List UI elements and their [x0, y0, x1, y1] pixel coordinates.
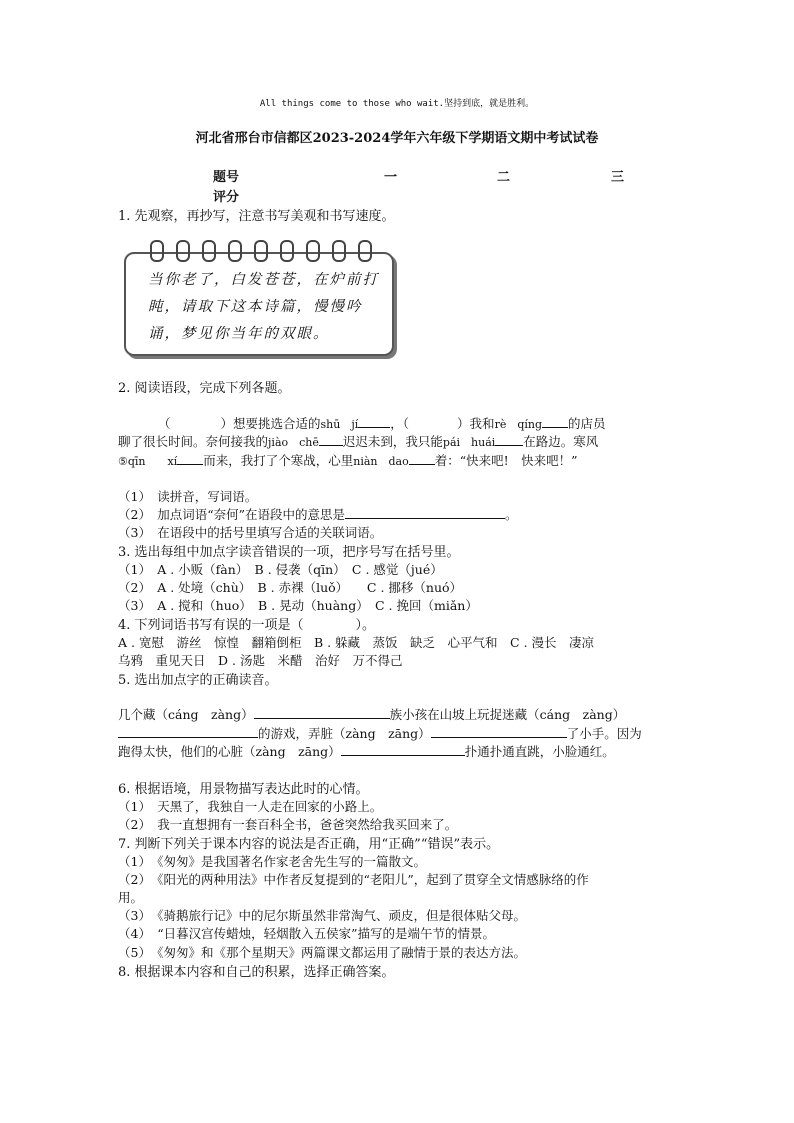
passage-line-2	[118, 432, 598, 450]
question-3-row: （1） A . 小贩（fàn） B . 侵袭（qīn） C . 感觉（jué）	[118, 562, 443, 577]
score-table-score-label: 评分	[213, 190, 240, 205]
question-2-sub-3: （3） 在语段中的括号里填写合适的关联词语。	[118, 525, 383, 540]
ring-icon	[280, 240, 294, 262]
text: 在路边。寒风	[523, 434, 599, 449]
passage-line-1	[158, 414, 606, 432]
text: （2） 加点词语“奈何”在语段中的意思是	[118, 507, 345, 522]
question-5-line-2	[118, 724, 642, 742]
pinyin: shū jí	[320, 418, 359, 431]
fill-blank[interactable]	[177, 452, 203, 465]
card-line: 盹，请取下这本诗篇，慢慢吟	[148, 299, 363, 315]
answer-blank[interactable]	[431, 725, 567, 738]
answer-blank[interactable]	[254, 706, 390, 719]
question-5-prompt: 5. 选出加点字的正确读音。	[118, 673, 278, 688]
question-6-prompt: 6. 根据语境，用景物描写表达此时的心情。	[118, 782, 369, 797]
score-table-col-2: 二	[497, 170, 511, 185]
text: （	[158, 416, 171, 431]
text: 。	[505, 507, 518, 522]
card-line: 诵，梦见你当年的双眼。	[148, 326, 330, 342]
ring-icon	[228, 240, 242, 262]
question-4-options-line-2: 乌鸦 重见天日 D . 汤匙 米醋 治好 万不得己	[118, 653, 403, 668]
text: 扑通扑通直跳，小脸通红。	[464, 744, 615, 759]
fill-blank[interactable]	[409, 452, 435, 465]
question-1-prompt: 1. 先观察，再抄写，注意书写美观和书写速度。	[118, 209, 395, 224]
header-motto: All things come to those who wait.坚持到底，就是胜利。	[259, 99, 535, 109]
question-3-prompt: 3. 选出每组中加点字读音错误的一项，把序号写在括号里。	[118, 545, 460, 560]
text: 聊了很长时间。奈何接我的	[118, 434, 269, 449]
pinyin: pái huái	[442, 436, 496, 449]
question-2-sub-2	[118, 505, 518, 523]
question-3-row: （2） A . 处境（chù） B . 赤裸（luǒ） C . 挪移（nuó）	[118, 580, 463, 595]
card-line: 当你老了，白发苍苍，在炉前打	[148, 272, 379, 288]
pinyin: jiào chē	[268, 436, 319, 449]
question-6-sub-1: （1） 天黑了，我独自一人走在回家的小路上。	[118, 799, 383, 814]
pinyin: rè qíng	[494, 418, 543, 431]
text: ）想要挑选合适的	[220, 416, 321, 431]
question-7-prompt: 7. 判断下列关于课本内容的说法是否正确，用“正确”“错误”表示。	[118, 837, 500, 852]
fill-blank[interactable]	[495, 433, 523, 446]
ring-icon	[202, 240, 216, 262]
text: 迟迟未到，我只能	[342, 434, 443, 449]
question-7-sub-5: （5） 《匆匆》和《那个星期天》两篇课文都运用了融情于景的表达方法。	[118, 945, 526, 960]
notebook-card	[124, 252, 394, 356]
text: 的游戏，弄脏（zàng zāng）	[258, 726, 431, 741]
question-6-sub-2: （2） 我一直想拥有一套百科全书，爸爸突然给我买回来了。	[118, 817, 458, 832]
ring-icon	[254, 240, 268, 262]
text: 着：“快来吧! 快来吧！”	[434, 453, 578, 468]
text: 族小孩在山坡上玩捉迷藏（cáng zàng）	[389, 707, 626, 722]
pinyin: niàn dao	[353, 455, 409, 468]
question-5-line-1	[118, 705, 625, 723]
question-8-prompt: 8. 根据课本内容和自己的积累，选择正确答案。	[118, 965, 395, 980]
ring-icon	[176, 240, 190, 262]
question-4-prompt: 4. 下列词语书写有误的一项是（ ）。	[118, 618, 376, 633]
score-table-row-label: 题号	[213, 170, 240, 185]
question-2-prompt: 2. 阅读语段，完成下列各题。	[118, 381, 291, 396]
question-5-line-3	[118, 742, 615, 760]
question-7-sub-4: （4） “日暮汉宫传蜡烛，轻烟散入五侯家”描写的是端午节的情景。	[118, 926, 495, 941]
ring-icon	[150, 240, 164, 262]
pinyin: ⑤qīn xí	[118, 455, 178, 468]
exam-title: 河北省邢台市信都区2023-2024学年六年级下学期语文期中考试试卷	[195, 131, 599, 146]
ring-icon	[306, 240, 320, 262]
question-7-sub-2-cont: 用。	[118, 890, 144, 905]
question-7-sub-2: （2） 《阳光的两种用法》中作者反复提到的“老阳儿”，起到了贯穿全文情感脉络的作	[118, 872, 589, 887]
text: 几个藏（cáng zàng）	[118, 707, 254, 722]
text: 跑得太快，他们的心脏（zàng zāng）	[118, 744, 341, 759]
answer-blank[interactable]	[341, 743, 465, 756]
ring-icon	[358, 240, 372, 262]
question-3-row: （3） A . 搅和（huo） B . 晃动（huàng） C . 挽回（miǎn）	[118, 598, 478, 613]
passage-line-3	[118, 451, 578, 469]
text: ）我和	[457, 416, 495, 431]
ring-icon	[332, 240, 346, 262]
text: 了小手。因为	[566, 726, 642, 741]
fill-blank[interactable]	[358, 415, 390, 428]
answer-blank[interactable]	[118, 725, 258, 738]
fill-blank[interactable]	[542, 415, 568, 428]
answer-blank[interactable]	[345, 506, 505, 519]
question-2-sub-1: （1） 读拼音，写词语。	[118, 489, 258, 504]
text: 的店员	[568, 416, 606, 431]
question-7-sub-1: （1） 《匆匆》是我国著名作家老舍先生写的一篇散文。	[118, 854, 426, 869]
score-table-col-1: 一	[384, 170, 398, 185]
fill-blank[interactable]	[319, 433, 343, 446]
text: 而来，我打了个寒战，心里	[203, 453, 354, 468]
question-7-sub-3: （3） 《骑鹅旅行记》中的尼尔斯虽然非常淘气、顽皮，但是很体贴父母。	[118, 908, 526, 923]
score-table-col-3: 三	[611, 170, 625, 185]
text: ，（	[390, 416, 410, 431]
question-4-options-line-1: A . 宽慰 游丝 惊惶 翻箱倒柜 B . 躲藏 蒸饭 缺乏 心平气和 C . 漫长 凄凉	[118, 635, 595, 650]
